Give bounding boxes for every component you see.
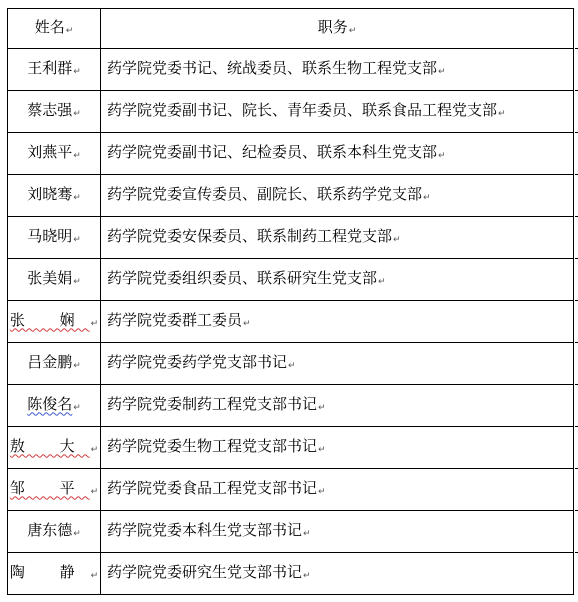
- name-cell: [8, 469, 101, 511]
- cell-end-mark: ↵: [318, 402, 326, 413]
- table-row: [8, 385, 574, 427]
- cell-end-mark: ↵: [423, 192, 431, 203]
- name-cell: [8, 301, 101, 343]
- member-name: 王利群: [27, 58, 73, 77]
- member-role: 药学院党委食品工程党支部书记: [107, 478, 318, 497]
- member-name: 马晓明: [27, 226, 73, 245]
- cell-end-mark: ↵: [438, 150, 446, 161]
- name-cell: [8, 259, 101, 301]
- member-name: 敖 大: [9, 436, 90, 455]
- role-cell: [101, 427, 574, 469]
- name-cell: [8, 385, 101, 427]
- member-name: 蔡志强: [27, 100, 73, 119]
- cell-end-mark: ↵: [73, 276, 81, 287]
- name-cell: [8, 511, 101, 553]
- role-cell: [101, 343, 574, 385]
- member-name: 刘晓骞: [27, 184, 73, 203]
- member-role: 药学院党委研究生党支部书记: [107, 562, 303, 581]
- cell-end-mark: ↵: [90, 318, 99, 329]
- cell-end-mark: ↵: [498, 108, 506, 119]
- table-row: [8, 49, 574, 91]
- member-role: 药学院党委组织委员、联系研究生党支部: [107, 268, 378, 287]
- cell-end-mark: ↵: [243, 318, 251, 329]
- cell-end-mark: ↵: [65, 25, 74, 36]
- member-name: 唐东德: [27, 520, 73, 539]
- name-cell: [8, 217, 101, 259]
- cell-end-mark: ↵: [378, 276, 386, 287]
- table-row: [8, 301, 574, 343]
- member-name: 邹 平: [9, 478, 90, 497]
- cell-end-mark: ↵: [90, 570, 99, 581]
- member-name: 张 娴: [9, 310, 90, 329]
- name-cell: [8, 133, 101, 175]
- cell-end-mark: ↵: [73, 234, 81, 245]
- member-role: 药学院党委制药工程党支部书记: [107, 394, 318, 413]
- member-role: 药学院党委生物工程党支部书记: [107, 436, 318, 455]
- cell-end-mark: ↵: [73, 150, 81, 161]
- table-row: [8, 133, 574, 175]
- member-role: 药学院党委副书记、院长、青年委员、联系食品工程党支部: [107, 100, 498, 119]
- role-cell: [101, 511, 574, 553]
- table-row: [8, 469, 574, 511]
- role-cell: [101, 469, 574, 511]
- header-role-label: 职务: [317, 17, 348, 36]
- cell-end-mark: ↵: [303, 570, 311, 581]
- member-role: 药学院党委宣传委员、副院长、联系药学党支部: [107, 184, 423, 203]
- role-cell: [101, 133, 574, 175]
- cell-end-mark: ↵: [318, 444, 326, 455]
- table-row: [8, 427, 574, 469]
- cell-end-mark: ↵: [73, 528, 81, 539]
- table-row: [8, 175, 574, 217]
- cell-end-mark: ↵: [438, 66, 446, 77]
- member-name: 张美娟: [27, 268, 73, 287]
- role-cell: [101, 259, 574, 301]
- name-cell: [8, 343, 101, 385]
- header-name-label: 姓名: [34, 17, 65, 36]
- table-row: [8, 259, 574, 301]
- name-cell: [8, 175, 101, 217]
- cell-end-mark: ↵: [393, 234, 401, 245]
- member-role: 药学院党委药学党支部书记: [107, 352, 288, 371]
- cell-end-mark: ↵: [288, 360, 296, 371]
- table-row: [8, 553, 574, 595]
- member-name: 吕金鹏: [27, 352, 73, 371]
- name-cell: [8, 91, 101, 133]
- cell-end-mark: ↵: [303, 528, 311, 539]
- role-cell: [101, 301, 574, 343]
- table-header-row: [8, 9, 574, 49]
- role-cell: [101, 49, 574, 91]
- member-role: 药学院党委本科生党支部书记: [107, 520, 303, 539]
- table-row: [8, 217, 574, 259]
- role-cell: [101, 175, 574, 217]
- member-role: 药学院党委群工委员: [107, 310, 243, 329]
- cell-end-mark: ↵: [318, 486, 326, 497]
- name-cell: [8, 427, 101, 469]
- role-cell: [101, 385, 574, 427]
- member-role: 药学院党委副书记、纪检委员、联系本科生党支部: [107, 142, 438, 161]
- role-cell: [101, 553, 574, 595]
- table-row: [8, 91, 574, 133]
- table-row: [8, 343, 574, 385]
- member-role: 药学院党委安保委员、联系制药工程党支部: [107, 226, 393, 245]
- name-cell: [8, 553, 101, 595]
- cell-end-mark: ↵: [73, 402, 81, 413]
- table-row: [8, 511, 574, 553]
- member-name: 刘燕平: [27, 142, 73, 161]
- role-cell: [101, 91, 574, 133]
- cell-end-mark: ↵: [90, 486, 99, 497]
- member-name: 陈俊名: [27, 394, 73, 413]
- member-role: 药学院党委书记、统战委员、联系生物工程党支部: [107, 58, 438, 77]
- committee-roster-table: [7, 8, 574, 595]
- cell-end-mark: ↵: [73, 360, 81, 371]
- cell-end-mark: ↵: [348, 25, 357, 36]
- cell-end-mark: ↵: [73, 192, 81, 203]
- header-name-cell: [8, 9, 101, 49]
- name-cell: [8, 49, 101, 91]
- member-name: 陶 静: [9, 562, 90, 581]
- cell-end-mark: ↵: [90, 444, 99, 455]
- cell-end-mark: ↵: [73, 108, 81, 119]
- cell-end-mark: ↵: [73, 66, 81, 77]
- role-cell: [101, 217, 574, 259]
- header-role-cell: [101, 9, 574, 49]
